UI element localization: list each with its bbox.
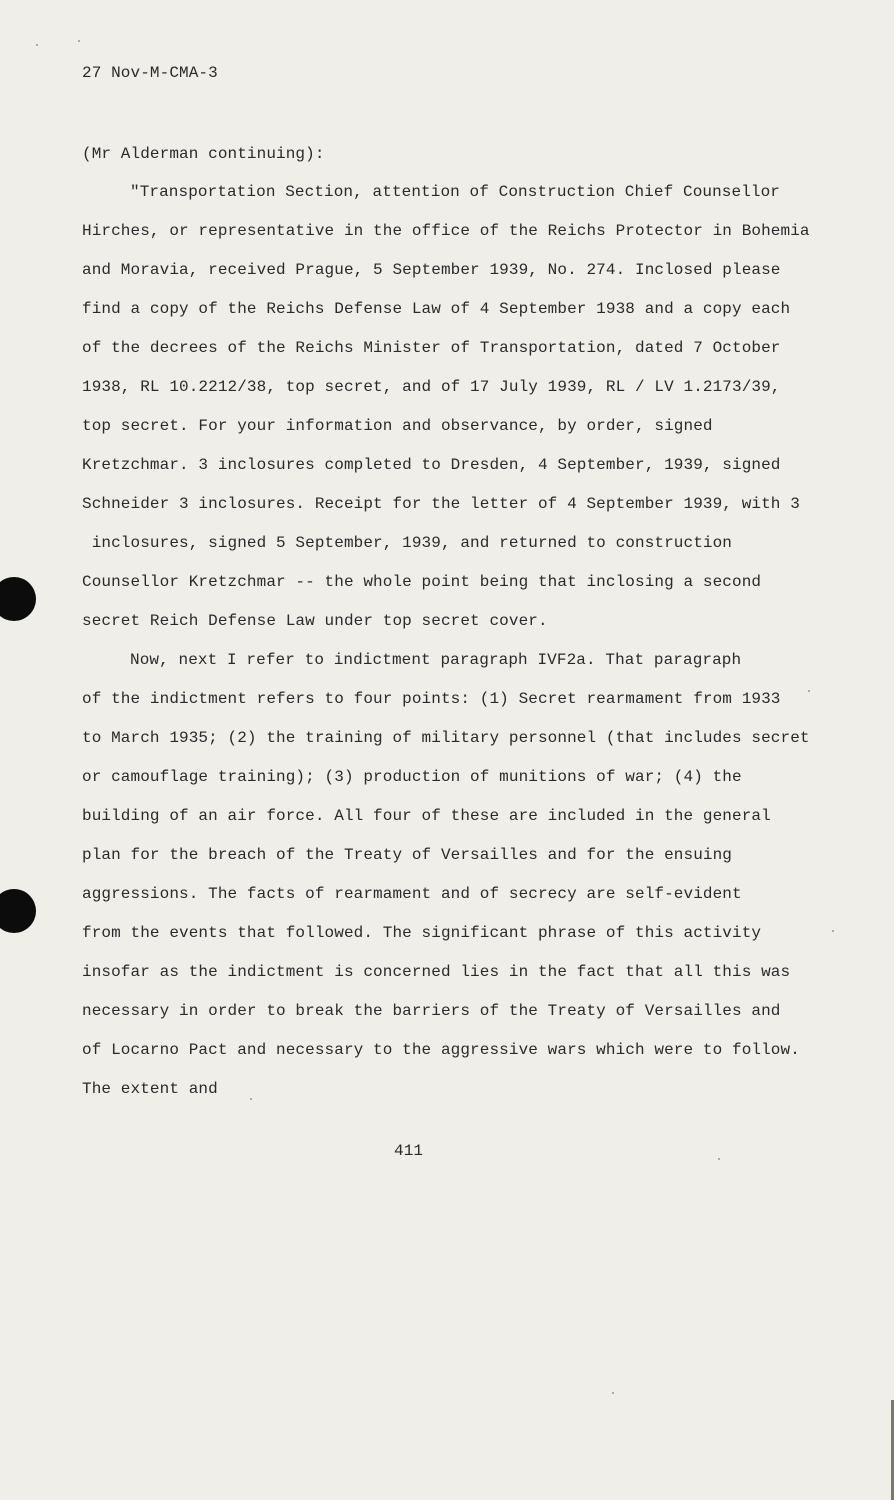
text-line: Schneider 3 inclosures. Receipt for the letter of 4 September 1939, with 3 <box>82 495 800 513</box>
paper-speck <box>36 44 38 46</box>
text-line: necessary in order to break the barriers of the Treaty of Versailles and <box>82 1002 781 1020</box>
text-line: top secret. For your information and observance, by order, signed <box>82 417 713 435</box>
text-line: of the decrees of the Reichs Minister of Transportation, dated 7 October <box>82 339 781 357</box>
text-line: insofar as the indictment is concerned lies in the fact that all this was <box>82 963 791 981</box>
text-line: inclosures, signed 5 September, 1939, and returned to construction <box>82 534 733 552</box>
text-line: secret Reich Defense Law under top secret cover. <box>82 612 548 630</box>
text-line: 1938, RL 10.2212/38, top secret, and of 17 July 1939, RL / LV 1.2173/39, <box>82 378 781 396</box>
text-line: plan for the breach of the Treaty of Versailles and for the ensuing <box>82 846 733 864</box>
paper-speck <box>832 930 834 932</box>
text-line: Kretzchmar. 3 inclosures completed to Dresden, 4 September, 1939, signed <box>82 456 781 474</box>
paper-speck <box>718 1158 720 1160</box>
text-line: and Moravia, received Prague, 5 September 1939, No. 274. Inclosed please <box>82 261 781 279</box>
paper-speck <box>612 1392 614 1394</box>
text-line: aggressions. The facts of rearmament and of secrecy are self-evident <box>82 885 742 903</box>
punch-hole <box>0 577 36 621</box>
page-number: 411 <box>394 1142 424 1160</box>
text-line: Counsellor Kretzchmar -- the whole point being that inclosing a second <box>82 573 762 591</box>
speaker-line: (Mr Alderman continuing): <box>82 145 325 163</box>
text-line: of Locarno Pact and necessary to the aggressive wars which were to follow. <box>82 1041 800 1059</box>
paper-speck <box>808 690 810 692</box>
text-line: The extent and <box>82 1080 218 1098</box>
text-line: of the indictment refers to four points: (1) Secret rearmament from 1933 <box>82 690 781 708</box>
text-line: building of an air force. All four of these are included in the general <box>82 807 771 825</box>
punch-hole <box>0 889 36 933</box>
document-header-id: 27 Nov-M-CMA-3 <box>82 64 218 82</box>
text-line: Hirches, or representative in the office of the Reichs Protector in Bohemia <box>82 222 810 240</box>
text-line: or camouflage training); (3) production of munitions of war; (4) the <box>82 768 742 786</box>
text-line: from the events that followed. The significant phrase of this activity <box>82 924 762 942</box>
paper-speck <box>250 1098 252 1100</box>
paper-speck <box>78 40 80 42</box>
text-line: "Transportation Section, attention of Construction Chief Counsellor <box>130 183 781 201</box>
text-line: Now, next I refer to indictment paragraph IVF2a. That paragraph <box>130 651 742 669</box>
text-line: to March 1935; (2) the training of military personnel (that includes secret <box>82 729 810 747</box>
text-line: find a copy of the Reichs Defense Law of 4 September 1938 and a copy each <box>82 300 791 318</box>
